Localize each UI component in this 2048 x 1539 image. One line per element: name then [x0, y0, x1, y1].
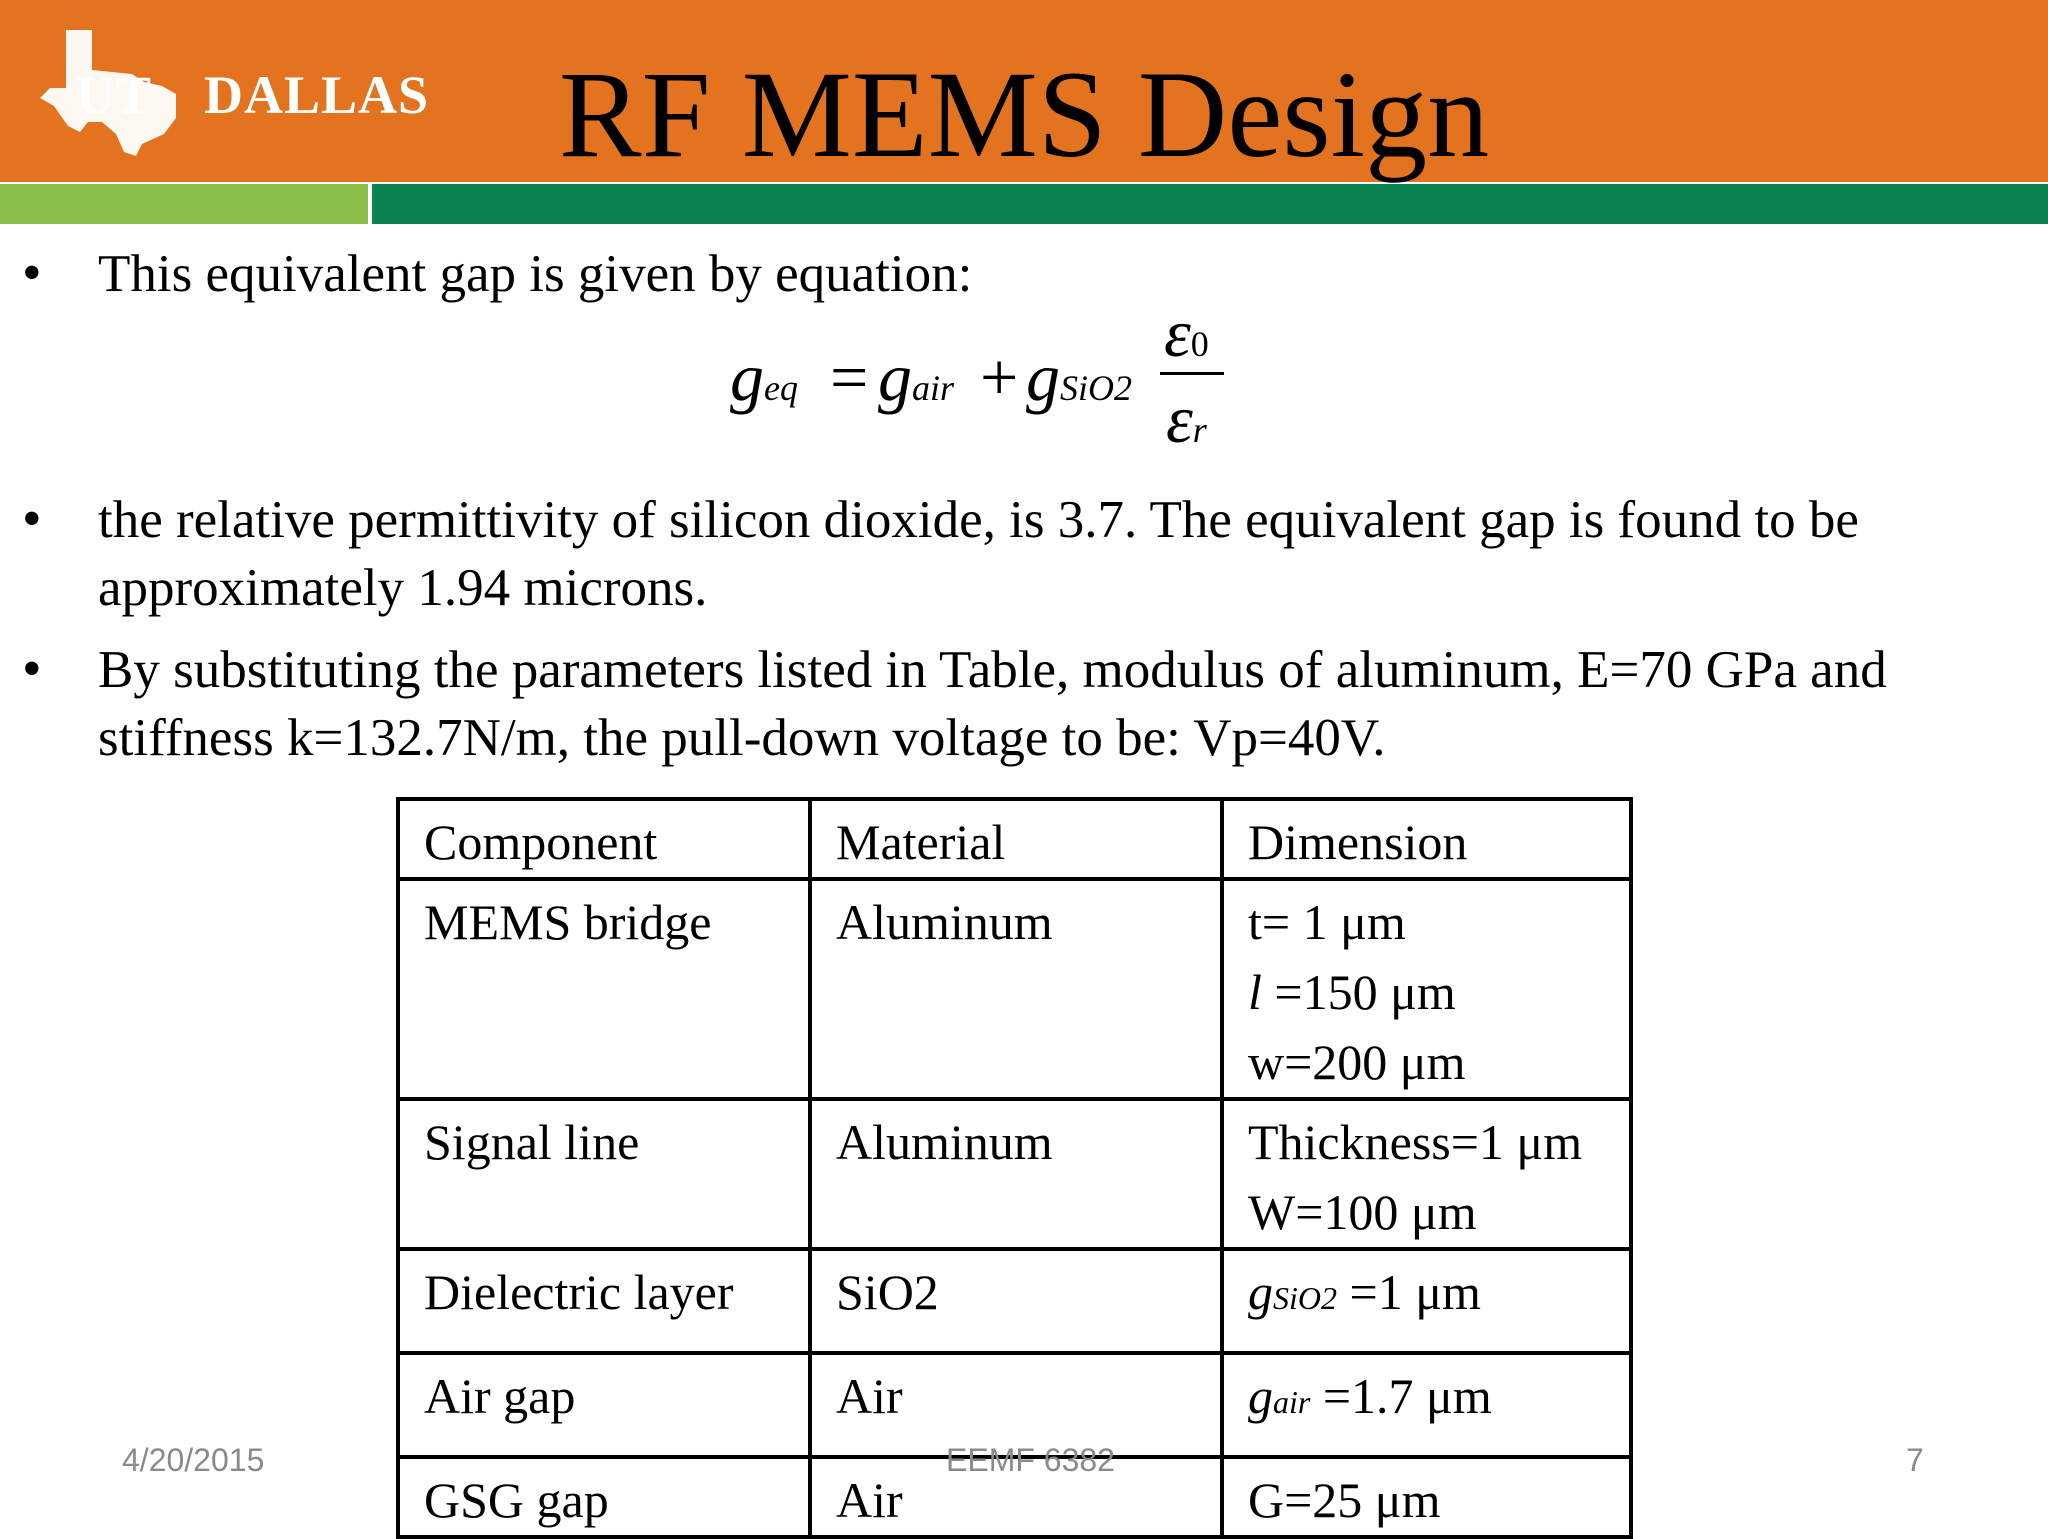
- bullet-text-3: By substituting the parameters listed in Table, modulus of aluminum, E=70 GPa and stiffness k=132.7N/m, the pull-down voltage to be: Vp=40V.: [98, 641, 1887, 767]
- eq-equals: =: [830, 339, 869, 415]
- eq-term2: g: [1026, 339, 1060, 415]
- cell-component: Dielectric layer: [398, 1249, 810, 1353]
- parameters-table: [396, 797, 1633, 1539]
- cell-dimension: [1222, 879, 1631, 1099]
- bullet-text-1: This equivalent gap is given by equation:: [98, 245, 973, 303]
- table-row: [398, 1099, 1631, 1249]
- cell-material: Aluminum: [810, 879, 1222, 1099]
- equivalent-gap-equation: [728, 295, 1248, 470]
- dim-rest: =1 μm: [1337, 1264, 1481, 1320]
- dim-rest: =1.7 μm: [1310, 1368, 1492, 1424]
- header-stripe-green: [0, 184, 368, 224]
- dim-rest: =150 μm: [1261, 964, 1456, 1020]
- header-material: Material: [810, 799, 1222, 879]
- logo-dallas-text: DALLAS: [204, 65, 430, 125]
- cell-material: Aluminum: [810, 1099, 1222, 1249]
- eq-fraction-bar: [1160, 372, 1224, 375]
- footer-page-number: 7: [1906, 1442, 1924, 1478]
- cell-material: Air: [810, 1353, 1222, 1457]
- cell-material: Air: [810, 1457, 1222, 1537]
- eq-term2-sub: SiO2: [1060, 368, 1132, 408]
- eq-lhs-sub: eq: [764, 368, 798, 408]
- dim-var: g: [1248, 1368, 1273, 1424]
- cell-dimension: G=25 μm: [1222, 1457, 1631, 1537]
- eq-numerator-sub: 0: [1190, 324, 1209, 364]
- bullet-text-2: the relative permittivity of silicon dioxide, is 3.7. The equivalent gap is found to be approximately 1.94 microns.: [98, 491, 1859, 617]
- cell-dimension: [1222, 1353, 1631, 1457]
- dim-line: W=100 μm: [1248, 1184, 1477, 1240]
- table-header-row: [398, 799, 1631, 879]
- bullet-marker: •: [22, 242, 42, 304]
- dim-line: t= 1 μm: [1248, 894, 1406, 950]
- cell-component: Signal line: [398, 1099, 810, 1249]
- footer-course: EEMF 6382: [946, 1442, 1115, 1478]
- dim-var: g: [1248, 1264, 1273, 1320]
- dim-sub: air: [1273, 1384, 1311, 1420]
- eq-numerator: ε: [1164, 295, 1191, 371]
- dim-line: [1248, 957, 1605, 1027]
- logo-ut-text: UT: [76, 65, 152, 125]
- eq-denominator: ε: [1166, 381, 1193, 457]
- table-row: [398, 1249, 1631, 1353]
- footer-date: 4/20/2015: [122, 1442, 265, 1478]
- dim-line: w=200 μm: [1248, 1034, 1466, 1090]
- cell-dimension: [1222, 1099, 1631, 1249]
- eq-lhs: g: [730, 339, 764, 415]
- header-dimension: Dimension: [1222, 799, 1631, 879]
- eq-denominator-sub: r: [1192, 410, 1207, 450]
- dim-line: Thickness=1 μm: [1248, 1114, 1583, 1170]
- header-component: Component: [398, 799, 810, 879]
- dim-var: l: [1248, 964, 1262, 1020]
- bullet-marker: •: [22, 488, 42, 550]
- table-row: [398, 879, 1631, 1099]
- cell-component: MEMS bridge: [398, 879, 810, 1099]
- cell-component: Air gap: [398, 1353, 810, 1457]
- eq-term1: g: [878, 339, 912, 415]
- cell-component: GSG gap: [398, 1457, 810, 1537]
- dim-sub: SiO2: [1273, 1280, 1337, 1316]
- bullet-marker: •: [22, 638, 42, 700]
- eq-term1-sub: air: [912, 368, 955, 408]
- eq-plus: +: [980, 339, 1019, 415]
- cell-material: SiO2: [810, 1249, 1222, 1353]
- header-stripe-teal: [372, 184, 2048, 224]
- cell-dimension: [1222, 1249, 1631, 1353]
- page-title: RF MEMS Design: [558, 46, 1490, 183]
